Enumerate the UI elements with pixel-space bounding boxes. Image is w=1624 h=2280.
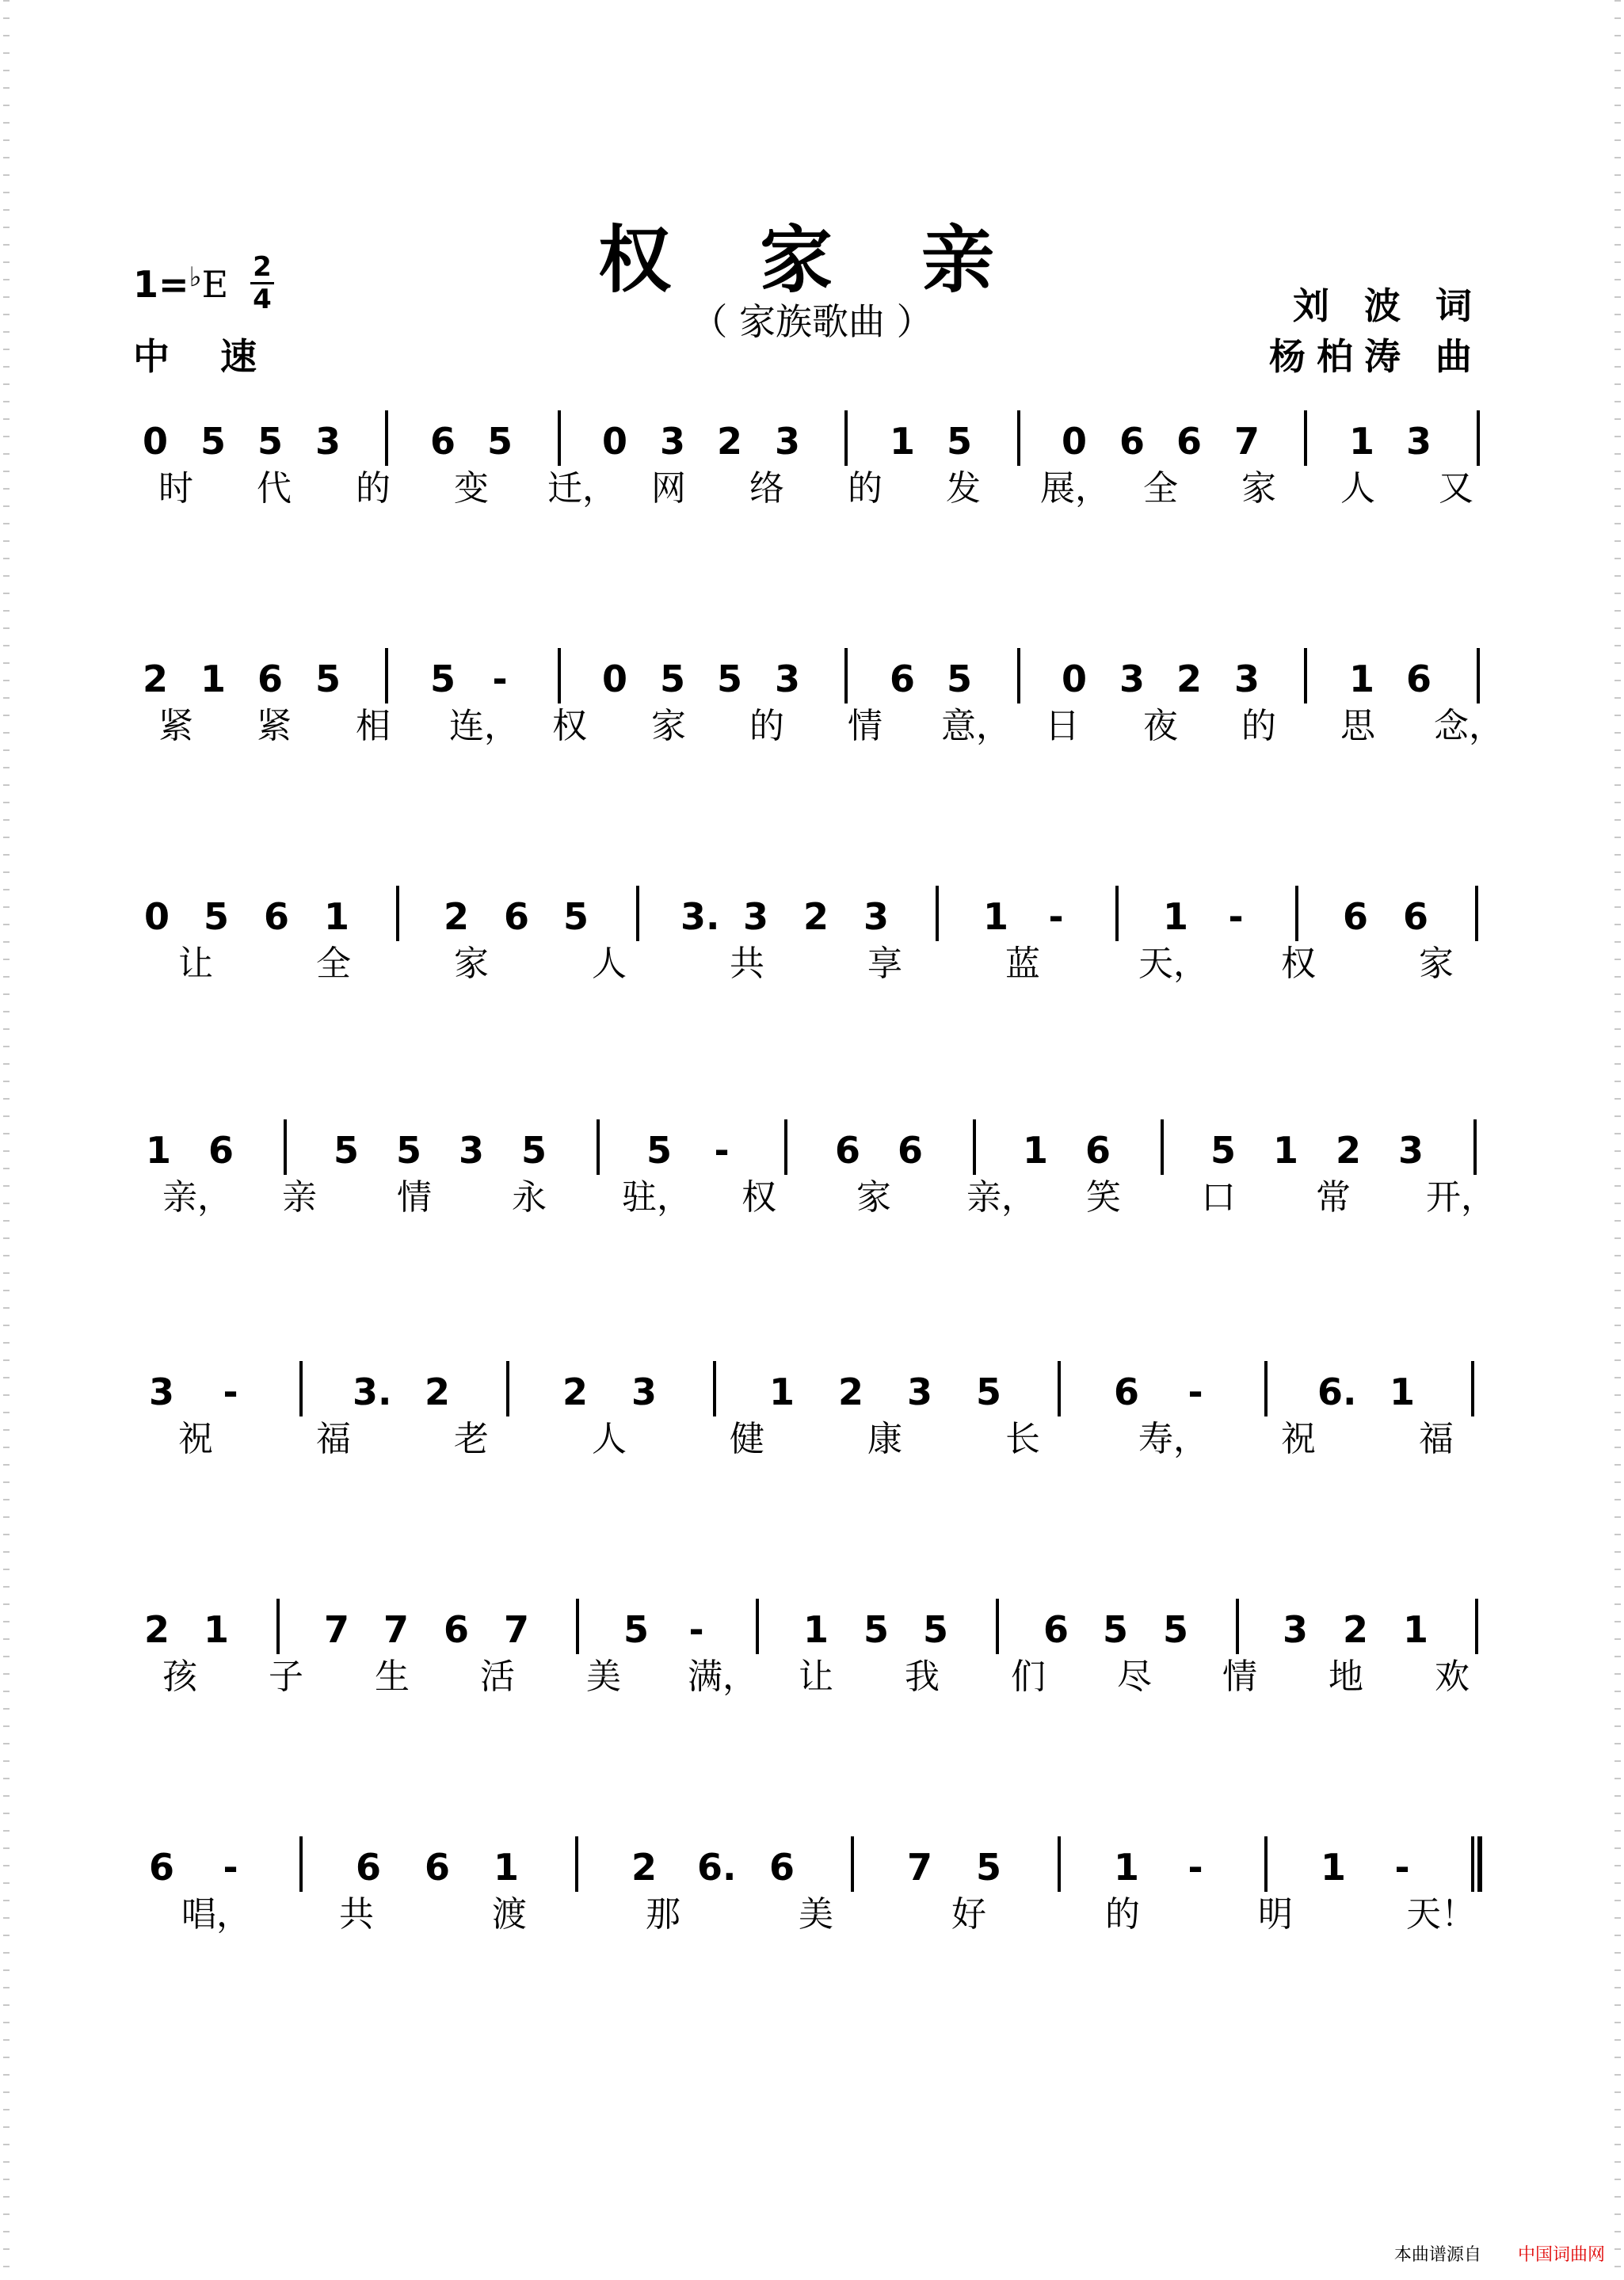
- barline: [1264, 1836, 1268, 1892]
- barline: [1264, 1361, 1268, 1416]
- barline: [558, 648, 561, 703]
- note: 5: [946, 420, 972, 463]
- lyric-syllable: 我: [905, 1657, 940, 1697]
- note: 6: [1176, 420, 1202, 463]
- barline: [299, 1836, 303, 1892]
- lyric-syllable: 展，: [1040, 468, 1110, 509]
- note: 3: [863, 895, 889, 938]
- note: 5: [333, 1129, 359, 1172]
- score-row: [127, 1577, 1505, 1782]
- note: 7: [906, 1846, 932, 1889]
- time-signature-top: 2: [253, 251, 272, 283]
- note: 1: [768, 1371, 795, 1413]
- lyric-syllable: 全: [316, 944, 351, 984]
- lyric-syllable: 又: [1439, 468, 1473, 509]
- note: -: [1228, 895, 1244, 938]
- note: 3: [1397, 1129, 1424, 1172]
- note: 0: [142, 420, 168, 463]
- barline: [575, 1836, 578, 1892]
- time-signature-bottom: 4: [250, 282, 274, 315]
- lyrics-line: [127, 697, 1505, 753]
- barline: [1475, 886, 1478, 941]
- barline: [1304, 410, 1307, 466]
- lyric-syllable: 福: [1419, 1419, 1454, 1459]
- note: 7: [383, 1608, 409, 1651]
- note: 5: [975, 1371, 1001, 1413]
- lyric-syllable: 权: [552, 706, 587, 746]
- note: -: [1188, 1846, 1203, 1889]
- barline: [1473, 1119, 1477, 1175]
- lyric-syllable: 唱，: [181, 1894, 251, 1935]
- lyric-syllable: 让: [178, 944, 213, 984]
- note: 1: [1402, 1608, 1428, 1651]
- note: -: [1188, 1371, 1203, 1413]
- note: 3: [1119, 658, 1145, 700]
- lyric-syllable: 全: [1143, 468, 1178, 509]
- lyric-syllable: 权: [1281, 944, 1316, 984]
- lyric-syllable: 的: [1241, 706, 1276, 746]
- note: 2: [1342, 1608, 1368, 1651]
- note: 1: [1348, 420, 1374, 463]
- barline: [713, 1361, 716, 1416]
- note: 5: [716, 658, 742, 700]
- barline: [576, 1599, 579, 1654]
- note: 6: [1402, 895, 1428, 938]
- note: 6: [503, 895, 529, 938]
- lyric-syllable: 驻，: [622, 1177, 692, 1218]
- note: 2: [716, 420, 742, 463]
- footer: [1394, 2241, 1605, 2266]
- note: 6: [443, 1608, 469, 1651]
- lyric-syllable: 代: [257, 468, 292, 509]
- lyric-syllable: 满，: [688, 1657, 757, 1697]
- note: 7: [323, 1608, 349, 1651]
- note: 5: [315, 658, 341, 700]
- lyric-syllable: 念，: [1434, 706, 1504, 746]
- lyric-syllable: 意，: [941, 706, 1011, 746]
- barline: [385, 410, 388, 466]
- lyric-syllable: 变: [454, 468, 489, 509]
- barline: [558, 410, 561, 466]
- lyric-syllable: 情: [848, 706, 883, 746]
- composer-credit: 杨柏涛 曲: [1268, 335, 1483, 378]
- note: -: [714, 1129, 730, 1172]
- lyric-syllable: 尽: [1117, 1657, 1152, 1697]
- note: 6.: [1317, 1371, 1357, 1413]
- footer-site: 中国词曲网: [1517, 2244, 1605, 2264]
- note: 5: [395, 1129, 421, 1172]
- score-row: [127, 1339, 1505, 1545]
- note: -: [1394, 1846, 1410, 1889]
- barline: [756, 1599, 759, 1654]
- lyrics-line: [127, 1648, 1505, 1703]
- lyric-syllable: 共: [339, 1894, 374, 1935]
- note: 1: [1113, 1846, 1139, 1889]
- note: 3: [774, 420, 800, 463]
- barline: [844, 410, 848, 466]
- lyric-syllable: 亲: [282, 1177, 317, 1218]
- note: 5: [486, 420, 513, 463]
- lyric-syllable: 思: [1340, 706, 1375, 746]
- note: 3.: [680, 895, 720, 938]
- lyrics-line: [127, 459, 1505, 515]
- barline: [973, 1119, 976, 1175]
- key-note: E: [201, 263, 229, 306]
- lyric-syllable: 健: [730, 1419, 764, 1459]
- note: -: [223, 1371, 238, 1413]
- lyric-syllable: 享: [867, 944, 902, 984]
- barline: [1236, 1599, 1239, 1654]
- barline: [996, 1599, 999, 1654]
- barline: [636, 886, 639, 941]
- barline: [1115, 886, 1119, 941]
- lyrics-line: [127, 1410, 1505, 1466]
- note: 0: [1061, 420, 1087, 463]
- note: 6: [208, 1129, 234, 1172]
- tempo-marking: 中 速: [133, 335, 276, 378]
- barline: [851, 1836, 854, 1892]
- barline: [1017, 648, 1020, 703]
- barline: [396, 886, 399, 941]
- lyric-syllable: 活: [480, 1657, 515, 1697]
- note: 2: [1176, 658, 1202, 700]
- note: 1: [323, 895, 349, 938]
- lyric-syllable: 天，: [1138, 944, 1208, 984]
- lyric-syllable: 美: [586, 1657, 621, 1697]
- lyric-syllable: 常: [1316, 1177, 1351, 1218]
- barline: [1304, 648, 1307, 703]
- note: 1: [1320, 1846, 1346, 1889]
- barline: [1477, 410, 1480, 466]
- lyric-syllable: 紧: [257, 706, 292, 746]
- lyric-syllable: 情: [1222, 1657, 1257, 1697]
- note: -: [1048, 895, 1064, 938]
- note: 3: [1233, 658, 1260, 700]
- note: 1: [1272, 1129, 1298, 1172]
- note: 6: [263, 895, 289, 938]
- lyric-syllable: 子: [269, 1657, 303, 1697]
- note: 1: [200, 658, 226, 700]
- lyric-syllable: 长: [1005, 1419, 1040, 1459]
- lyric-syllable: 的: [356, 468, 391, 509]
- lyricist-credit: 刘 波 词: [1292, 284, 1483, 327]
- lyric-syllable: 天！: [1406, 1894, 1476, 1935]
- lyric-syllable: 相: [356, 706, 391, 746]
- barline: [784, 1119, 787, 1175]
- lyric-syllable: 祝: [1281, 1419, 1316, 1459]
- note: 1: [145, 1129, 171, 1172]
- barline: [1058, 1836, 1061, 1892]
- lyric-syllable: 权: [741, 1177, 776, 1218]
- note: 6.: [697, 1846, 737, 1889]
- barline: [1475, 1599, 1478, 1654]
- note: 0: [143, 895, 170, 938]
- note: 6: [1405, 658, 1431, 700]
- lyric-syllable: 络: [749, 468, 784, 509]
- lyric-syllable: 日: [1045, 706, 1080, 746]
- lyric-syllable: 那: [646, 1894, 680, 1935]
- lyric-syllable: 家: [1241, 468, 1276, 509]
- lyrics-line: [127, 1885, 1505, 1941]
- barline: [597, 1119, 600, 1175]
- lyric-syllable: 夜: [1143, 706, 1178, 746]
- note: 6: [257, 658, 283, 700]
- score-row: [127, 1097, 1505, 1303]
- note: 2: [443, 895, 469, 938]
- note: 5: [203, 895, 229, 938]
- lyric-syllable: 发: [946, 468, 981, 509]
- lyric-syllable: 福: [316, 1419, 351, 1459]
- note: 5: [922, 1608, 948, 1651]
- note: 0: [601, 658, 627, 700]
- footer-source: 本曲谱源自: [1393, 2244, 1481, 2264]
- note: 7: [1233, 420, 1260, 463]
- note: 1: [203, 1608, 229, 1651]
- note: 2: [562, 1371, 588, 1413]
- note: 5: [946, 658, 972, 700]
- note: 2: [424, 1371, 450, 1413]
- note: 5: [623, 1608, 649, 1651]
- lyric-syllable: 家: [1419, 944, 1454, 984]
- lyric-syllable: 孩: [162, 1657, 197, 1697]
- note: 3: [1282, 1608, 1308, 1651]
- lyric-syllable: 明: [1258, 1894, 1293, 1935]
- lyric-syllable: 蓝: [1005, 944, 1040, 984]
- score-row: [127, 388, 1505, 594]
- lyric-syllable: 连，: [449, 706, 519, 746]
- note: 1: [1162, 895, 1188, 938]
- note: 6: [889, 658, 915, 700]
- note: 5: [863, 1608, 889, 1651]
- note: 5: [562, 895, 589, 938]
- lyric-syllable: 地: [1329, 1657, 1363, 1697]
- barline: [299, 1361, 303, 1416]
- note: 6: [148, 1846, 174, 1889]
- note: 7: [503, 1608, 529, 1651]
- lyric-syllable: 人: [1340, 468, 1375, 509]
- note: 2: [143, 1608, 170, 1651]
- note: 1: [1389, 1371, 1415, 1413]
- lyric-syllable: 生: [375, 1657, 410, 1697]
- barline: [936, 886, 939, 941]
- lyric-syllable: 时: [158, 468, 193, 509]
- song-title: 权 家 亲: [597, 217, 1027, 303]
- barline: [1017, 410, 1020, 466]
- lyric-syllable: 迁，: [547, 468, 617, 509]
- note: 3: [659, 420, 685, 463]
- note: 1: [493, 1846, 519, 1889]
- note: 3: [774, 658, 800, 700]
- lyric-syllable: 的: [1105, 1894, 1140, 1935]
- note: -: [223, 1846, 238, 1889]
- barline: [1161, 1119, 1164, 1175]
- note: 5: [1162, 1608, 1188, 1651]
- lyric-syllable: 让: [799, 1657, 833, 1697]
- score-row: [127, 864, 1505, 1069]
- note: -: [688, 1608, 704, 1651]
- lyric-syllable: 家: [454, 944, 489, 984]
- note: 3: [458, 1129, 484, 1172]
- note: 2: [837, 1371, 863, 1413]
- lyric-syllable: 笑: [1086, 1177, 1121, 1218]
- note: 5: [200, 420, 226, 463]
- song-subtitle: （ 家族歌曲 ）: [691, 300, 933, 343]
- note: 3: [906, 1371, 932, 1413]
- lyric-syllable: 好: [951, 1894, 986, 1935]
- key-prefix: 1=: [133, 263, 189, 306]
- lyric-syllable: 的: [749, 706, 784, 746]
- note: 3: [742, 895, 768, 938]
- lyric-syllable: 网: [651, 468, 686, 509]
- barline: [1471, 1361, 1474, 1416]
- lyric-syllable: 人: [592, 1419, 627, 1459]
- lyric-syllable: 紧: [158, 706, 193, 746]
- note: 2: [802, 895, 829, 938]
- barline: [1058, 1361, 1061, 1416]
- lyrics-line: [127, 935, 1505, 990]
- lyric-syllable: 欢: [1435, 1657, 1470, 1697]
- note: 6: [897, 1129, 923, 1172]
- note: 6: [1119, 420, 1145, 463]
- lyric-syllable: 亲，: [162, 1177, 232, 1218]
- barline: [506, 1361, 509, 1416]
- lyrics-line: [127, 1169, 1505, 1224]
- barline: [385, 648, 388, 703]
- note: 6: [1113, 1371, 1139, 1413]
- lyric-syllable: 寿，: [1138, 1419, 1208, 1459]
- lyric-syllable: 永: [512, 1177, 547, 1218]
- barline: [1295, 886, 1298, 941]
- note: 5: [257, 420, 283, 463]
- note: 0: [1061, 658, 1087, 700]
- note: 6: [1342, 895, 1368, 938]
- note: 6: [834, 1129, 860, 1172]
- note: 3: [631, 1371, 657, 1413]
- note: 1: [982, 895, 1008, 938]
- barline: [284, 1119, 287, 1175]
- note: 6: [429, 420, 456, 463]
- lyric-syllable: 亲，: [966, 1177, 1036, 1218]
- lyric-syllable: 康: [867, 1419, 902, 1459]
- note: 2: [1335, 1129, 1361, 1172]
- note: 1: [889, 420, 915, 463]
- score-row: [127, 1814, 1505, 2020]
- note: 2: [631, 1846, 657, 1889]
- score-row: [127, 626, 1505, 832]
- note: 0: [601, 420, 627, 463]
- note: 6: [1085, 1129, 1111, 1172]
- note: 6: [1043, 1608, 1069, 1651]
- note: 5: [429, 658, 456, 700]
- lyric-syllable: 家: [651, 706, 686, 746]
- note: 6: [768, 1846, 795, 1889]
- lyric-syllable: 老: [454, 1419, 489, 1459]
- barline: [844, 648, 848, 703]
- note: 1: [1022, 1129, 1048, 1172]
- lyric-syllable: 口: [1201, 1177, 1236, 1218]
- note: 5: [659, 658, 685, 700]
- note: 6: [355, 1846, 381, 1889]
- lyric-syllable: 情: [397, 1177, 432, 1218]
- note: 1: [1348, 658, 1374, 700]
- note: 6: [424, 1846, 450, 1889]
- note: 5: [1102, 1608, 1128, 1651]
- lyric-syllable: 共: [730, 944, 764, 984]
- note: 3: [1405, 420, 1431, 463]
- lyric-syllable: 的: [848, 468, 883, 509]
- note: 5: [520, 1129, 547, 1172]
- note: 2: [142, 658, 168, 700]
- lyric-syllable: 渡: [492, 1894, 527, 1935]
- lyric-syllable: 们: [1011, 1657, 1046, 1697]
- note: 5: [975, 1846, 1001, 1889]
- lyric-syllable: 开，: [1426, 1177, 1496, 1218]
- lyric-syllable: 祝: [178, 1419, 213, 1459]
- lyric-syllable: 人: [592, 944, 627, 984]
- note: -: [492, 658, 508, 700]
- note: 3.: [353, 1371, 392, 1413]
- note: 5: [1210, 1129, 1236, 1172]
- note: 5: [646, 1129, 672, 1172]
- note: 1: [802, 1608, 829, 1651]
- barline: [276, 1599, 280, 1654]
- note: 3: [148, 1371, 174, 1413]
- barline: [1477, 648, 1480, 703]
- flat-symbol: ♭: [189, 261, 202, 293]
- final-barline: [1471, 1836, 1482, 1892]
- note: 3: [315, 420, 341, 463]
- lyric-syllable: 美: [799, 1894, 833, 1935]
- lyric-syllable: 家: [856, 1177, 891, 1218]
